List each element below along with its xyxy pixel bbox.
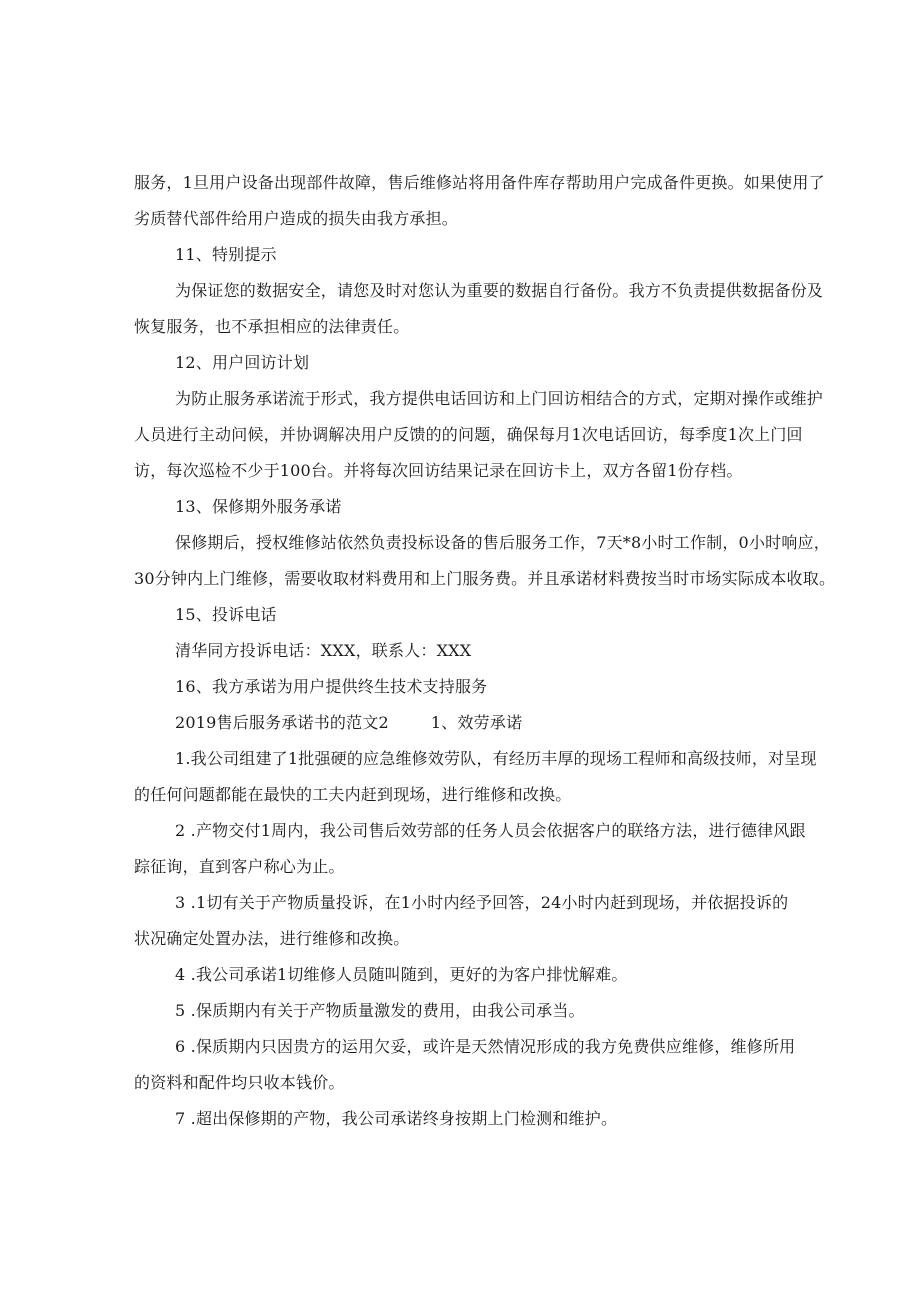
complaint-phone-line: 清华同方投诉电话：XXX，联系人：XXX	[175, 641, 472, 660]
paragraph-line: 保修期后，授权维修站依然负责投标设备的售后服务工作，7天*8小时工作制，0小时响应，	[175, 533, 830, 552]
list-item-6-cont: 的资料和配件均只收本钱价。	[134, 1073, 345, 1092]
paragraph-line: 为防止服务承诺流于形式，我方提供电话回访和上门回访相结合的方式，定期对操作或维护	[175, 389, 824, 408]
section-heading-16: 16、我方承诺为用户提供终生技术支持服务	[175, 677, 488, 696]
paragraph-line: 恢复服务，也不承担相应的法律责任。	[134, 317, 410, 336]
section-heading-13: 13、保修期外服务承诺	[175, 497, 342, 516]
section-heading-12: 12、用户回访计划	[175, 353, 310, 372]
list-item-7: 7 .超出保修期的产物，我公司承诺终身按期上门检测和维护。	[175, 1109, 618, 1128]
list-item-4: 4 .我公司承诺1切维修人员随叫随到，更好的为客户排忧解难。	[175, 965, 628, 984]
list-item-6: 6 .保质期内只因贵方的运用欠妥，或许是天然情况形成的我方免费供应维修，维修所用	[175, 1037, 796, 1056]
paragraph-line: 服务，1旦用户设备出现部件故障，售后维修站将用备件库存帮助用户完成备件更换。如果使用了	[134, 173, 825, 192]
paragraph-line: 30分钟内上门维修，需要收取材料费用和上门服务费。并且承诺材料费按当时市场实际成本收取。	[134, 569, 836, 588]
section-heading-11: 11、特别提示	[175, 245, 277, 264]
subsection-heading: 1、效劳承诺	[430, 713, 523, 732]
paragraph-line: 访，每次巡检不少于100台。并将每次回访结果记录在回访卡上，双方各留1份存档。	[134, 461, 743, 480]
list-item-1-cont: 的任何问题都能在最快的工夫内赶到现场，进行维修和改换。	[134, 785, 572, 804]
list-item-3: 3 .1切有关于产物质量投诉，在1小时内经予回答，24小时内赶到现场，并依据投诉的	[175, 893, 789, 912]
list-item-2: 2 .产物交付1周内，我公司售后效劳部的任务人员会依据客户的联络方法，进行德律风跟	[175, 821, 806, 840]
list-item-5: 5 .保质期内有关于产物质量激发的费用，由我公司承当。	[175, 1001, 585, 1020]
section-heading-15: 15、投诉电话	[175, 605, 277, 624]
list-item-1: 1.我公司组建了1批强硬的应急维修效劳队，有经历丰厚的现场工程师和高级技师，对呈现	[175, 749, 817, 768]
paragraph-line: 劣质替代部件给用户造成的损失由我方承担。	[134, 209, 459, 228]
document-title-2	[175, 713, 522, 733]
title-text: 2019售后服务承诺书的范文2	[175, 713, 389, 732]
paragraph-line: 为保证您的数据安全，请您及时对您认为重要的数据自行备份。我方不负责提供数据备份及	[175, 281, 824, 300]
paragraph-line: 人员进行主动问候，并协调解决用户反馈的的问题，确保每月1次电话回访，每季度1次上门回	[134, 425, 803, 444]
list-item-2-cont: 踪征询，直到客户称心为止。	[134, 857, 345, 876]
list-item-3-cont: 状况确定处置办法，进行维修和改换。	[134, 929, 410, 948]
